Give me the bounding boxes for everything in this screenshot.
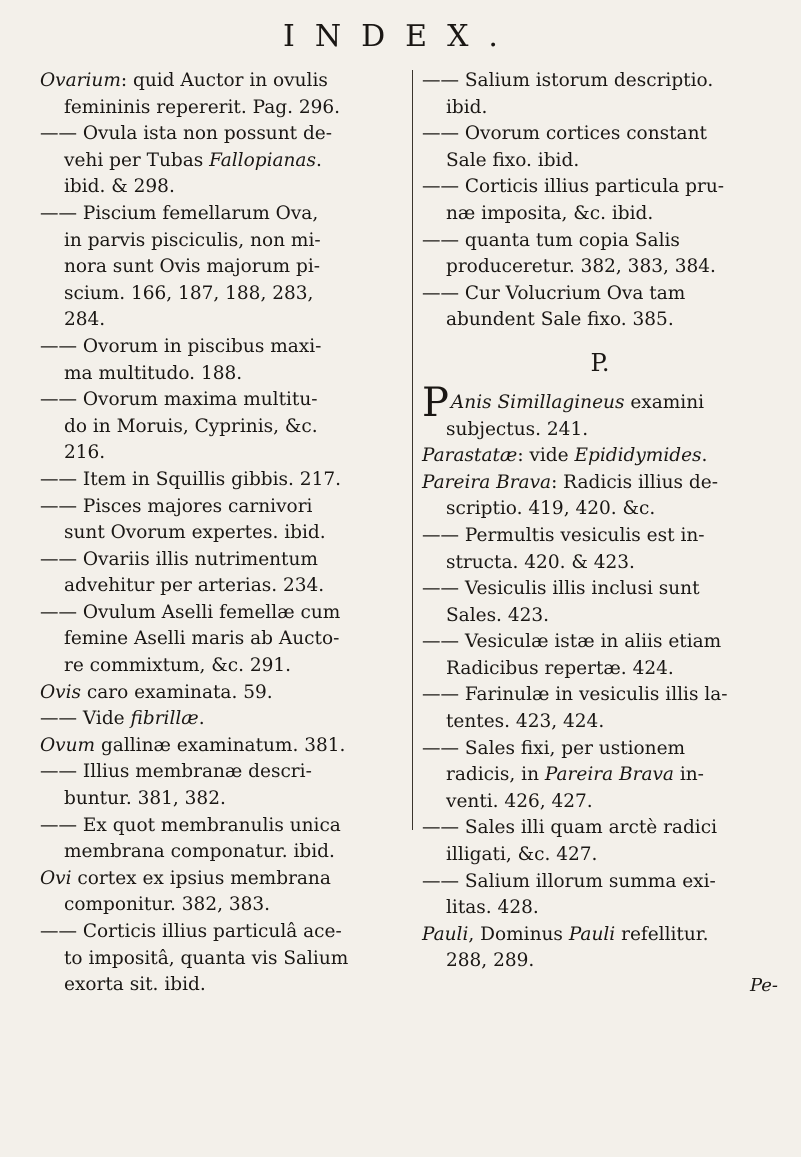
entry-text: vehi per Tubas — [64, 149, 210, 171]
index-entry — [422, 470, 778, 523]
entry-line — [422, 95, 778, 122]
index-entry — [40, 494, 405, 547]
entry-line — [40, 706, 405, 733]
entry-text: Pauli — [422, 923, 469, 945]
index-entry — [422, 869, 778, 922]
entry-line — [422, 709, 778, 736]
entry-text: scium. 166, 187, 188, 283, — [64, 282, 314, 304]
entry-text: Radicibus repertæ. 424. — [446, 657, 674, 679]
entry-text: tentes. 423, 424. — [446, 711, 605, 733]
entry-line — [40, 573, 405, 600]
entry-text: : Radicis illius de- — [551, 471, 718, 493]
entry-line — [422, 174, 778, 201]
entry-text: abundent Sale fixo. 385. — [446, 309, 674, 331]
entry-text: —— Ovorum in piscibus maxi- — [40, 335, 322, 357]
entry-line — [422, 307, 778, 334]
entry-text: caro examinata. 59. — [81, 681, 273, 703]
entry-line — [40, 520, 405, 547]
entry-text: : vide — [517, 445, 575, 467]
entry-line — [40, 440, 405, 467]
entry-text: examini — [624, 391, 705, 413]
entry-text: venti. 426, 427. — [446, 790, 593, 812]
entry-line — [40, 626, 405, 653]
entry-text: sunt Ovorum expertes. ibid. — [64, 522, 326, 544]
entry-text: —— Ovorum maxima multitu- — [40, 389, 318, 411]
left-column — [40, 68, 405, 999]
index-entry — [422, 629, 778, 682]
entry-text: structa. 420. & 423. — [446, 551, 635, 573]
entry-line — [40, 414, 405, 441]
index-entry — [422, 68, 778, 121]
entry-line — [40, 361, 405, 388]
right-column-bottom — [422, 379, 778, 975]
entry-line — [422, 762, 778, 789]
entry-text: gallinæ examinatum. 381. — [95, 734, 346, 756]
entry-line — [422, 736, 778, 763]
entry-text: —— Corticis illius particulâ ace- — [40, 921, 342, 942]
entry-text: Pareira Brava — [422, 471, 552, 493]
entry-text: produceretur. 382, 383, 384. — [446, 256, 716, 278]
entry-text: to impositâ, quanta vis Salium — [64, 947, 349, 969]
entry-line — [422, 68, 778, 95]
drop-cap: P — [422, 379, 449, 426]
entry-text: —— Vide — [40, 708, 131, 730]
entry-text: Ovum — [40, 734, 96, 756]
section-letter: P. — [590, 348, 610, 377]
index-entry — [422, 443, 778, 470]
entry-text: —— Ovorum cortices constant — [422, 123, 707, 145]
entry-line — [422, 523, 778, 550]
entry-line — [40, 148, 405, 175]
entry-text: litas. 428. — [446, 897, 539, 919]
entry-line — [422, 443, 778, 470]
entry-line — [422, 148, 778, 175]
entry-line — [40, 95, 405, 122]
entry-text: ibid. & 298. — [64, 176, 175, 198]
index-entry — [40, 547, 405, 600]
index-entry — [422, 922, 778, 975]
entry-text: —— Cur Volucrium Ova tam — [422, 282, 686, 304]
entry-text: —— Item in Squillis gibbis. 217. — [40, 468, 341, 490]
index-entry — [40, 733, 405, 760]
entry-line — [422, 895, 778, 922]
entry-text: —— Vesiculis illis inclusi sunt — [422, 578, 700, 600]
entry-line — [40, 228, 405, 255]
entry-line — [422, 254, 778, 281]
entry-text: —— quanta tum copia Salis — [422, 229, 680, 251]
entry-line — [422, 629, 778, 656]
entry-line — [40, 174, 405, 201]
entry-text: advehitur per arterias. 234. — [64, 575, 325, 597]
entry-text: —— Corticis illius particula pru- — [422, 176, 724, 198]
entry-text: Ovarium — [40, 70, 121, 91]
entry-text: illigati, &c. 427. — [446, 844, 598, 866]
index-entry — [40, 68, 405, 121]
entry-text: —— Ex quot membranulis unica — [40, 814, 341, 836]
entry-text: subjectus. 241. — [446, 418, 589, 440]
entry-text: 288, 289. — [446, 950, 535, 972]
entry-text: refellitur. — [615, 923, 709, 945]
index-entry — [422, 174, 778, 227]
index-entry — [40, 600, 405, 680]
right-column — [422, 68, 778, 997]
entry-text: . — [701, 445, 708, 467]
entry-line — [40, 254, 405, 281]
entry-line — [40, 946, 405, 973]
entry-line — [40, 201, 405, 228]
entry-line — [40, 866, 405, 893]
entry-line — [40, 68, 405, 95]
column-divider — [412, 70, 413, 830]
entry-line — [40, 759, 405, 786]
entry-line — [40, 972, 405, 999]
entry-text: femininis repererit. Pag. 296. — [64, 96, 341, 118]
entry-line — [422, 789, 778, 816]
index-entry — [422, 576, 778, 629]
entry-text: . — [198, 708, 205, 730]
catchword: Pe- — [749, 975, 778, 996]
entry-line — [40, 892, 405, 919]
index-entry — [40, 334, 405, 387]
entry-text: Pauli — [568, 923, 616, 945]
entry-text: , Dominus — [468, 923, 569, 945]
entry-line — [40, 307, 405, 334]
entry-text: —— Salium istorum descriptio. — [422, 70, 714, 91]
entry-text: Epididymides — [574, 445, 702, 467]
entry-line — [422, 417, 778, 444]
entry-line — [422, 948, 778, 975]
right-column-top — [422, 68, 778, 334]
index-entry — [422, 736, 778, 816]
entry-text: componitur. 382, 383. — [64, 894, 271, 916]
index-entry — [40, 121, 405, 201]
entry-line — [422, 682, 778, 709]
entry-text: radicis, in — [446, 764, 545, 786]
index-entry — [422, 815, 778, 868]
entry-text: —— Ovula ista non possunt de- — [40, 123, 332, 145]
entry-line — [40, 919, 405, 946]
index-entry — [40, 813, 405, 866]
entry-text: Sale fixo. ibid. — [446, 149, 580, 171]
entry-text: —— Illius membranæ descri- — [40, 761, 312, 783]
entry-line — [40, 680, 405, 707]
entry-line — [422, 922, 778, 949]
entry-text: ma multitudo. 188. — [64, 362, 243, 384]
entry-text: —— Vesiculæ istæ in aliis etiam — [422, 631, 722, 653]
entry-text: —— Ovariis illis nutrimentum — [40, 548, 318, 570]
entry-text: scriptio. 419, 420. &c. — [446, 498, 656, 520]
entry-line — [40, 281, 405, 308]
page-header: INDEX. — [283, 19, 518, 54]
entry-text: femine Aselli maris ab Aucto- — [64, 628, 340, 650]
entry-text: Sales. 423. — [446, 604, 550, 626]
entry-text: in- — [673, 764, 704, 786]
entry-text: buntur. 381, 382. — [64, 788, 226, 810]
entry-text: —— Ovulum Aselli femellæ cum — [40, 601, 341, 623]
entry-line — [422, 815, 778, 842]
index-entry — [40, 919, 405, 999]
entry-line — [422, 281, 778, 308]
entry-line — [422, 228, 778, 255]
entry-text: : quid Auctor in ovulis — [120, 70, 328, 91]
index-entry — [40, 387, 405, 467]
entry-text: Ovi — [40, 867, 72, 889]
entry-line — [40, 733, 405, 760]
entry-text: Parastatæ — [422, 445, 518, 467]
entry-text: in parvis pisciculis, non mi- — [64, 229, 321, 251]
entry-text: re commixtum, &c. 291. — [64, 655, 292, 677]
entry-line — [422, 496, 778, 523]
entry-line — [40, 334, 405, 361]
entry-text: fibrillæ — [130, 708, 199, 730]
entry-text: 284. — [64, 309, 106, 331]
index-entry — [40, 759, 405, 812]
index-entry — [40, 467, 405, 494]
entry-text: —— Farinulæ in vesiculis illis la- — [422, 684, 728, 706]
entry-line — [40, 839, 405, 866]
entry-text: —— Salium illorum summa exi- — [422, 870, 716, 892]
entry-text: membrana componatur. ibid. — [64, 841, 335, 863]
entry-text: Pareira Brava — [544, 764, 674, 786]
entry-text: Fallopianas — [209, 149, 316, 171]
entry-text: —— Piscium femellarum Ova, — [40, 202, 319, 224]
entry-text: cortex ex ipsius membrana — [71, 867, 331, 889]
entry-line — [422, 379, 778, 426]
entry-text: næ imposita, &c. ibid. — [446, 202, 654, 224]
entry-line — [422, 603, 778, 630]
entry-line — [40, 653, 405, 680]
entry-text: Ovis — [40, 681, 82, 703]
entry-text: . — [315, 149, 322, 171]
entry-line — [40, 494, 405, 521]
index-entry — [422, 121, 778, 174]
entry-line — [40, 467, 405, 494]
entry-line — [422, 656, 778, 683]
entry-line — [422, 121, 778, 148]
entry-line — [422, 470, 778, 497]
index-entry — [422, 523, 778, 576]
entry-line — [422, 201, 778, 228]
entry-text: do in Moruis, Cyprinis, &c. — [64, 415, 318, 437]
entry-line — [422, 869, 778, 896]
index-entry — [40, 706, 405, 733]
index-entry — [422, 228, 778, 281]
index-entry — [40, 866, 405, 919]
entry-text: Anis Simillagineus — [450, 391, 625, 413]
entry-line — [422, 550, 778, 577]
entry-line — [40, 786, 405, 813]
entry-text: nora sunt Ovis majorum pi- — [64, 256, 320, 278]
index-entry — [40, 201, 405, 334]
entry-text: —— Permultis vesiculis est in- — [422, 524, 705, 546]
entry-text: exorta sit. ibid. — [64, 974, 206, 996]
entry-line — [40, 121, 405, 148]
entry-line — [422, 576, 778, 603]
index-entry — [40, 680, 405, 707]
entry-text: ibid. — [446, 96, 488, 118]
entry-text: —— Sales illi quam arctè radici — [422, 817, 717, 839]
entry-line — [40, 547, 405, 574]
index-entry — [422, 281, 778, 334]
entry-line — [40, 813, 405, 840]
entry-line — [40, 600, 405, 627]
entry-line — [40, 387, 405, 414]
entry-text: —— Pisces majores carnivori — [40, 495, 313, 517]
index-entry — [422, 682, 778, 735]
entry-text: —— Sales fixi, per ustionem — [422, 737, 686, 759]
index-entry — [422, 379, 778, 443]
entry-text: 216. — [64, 442, 106, 464]
entry-line — [422, 842, 778, 869]
